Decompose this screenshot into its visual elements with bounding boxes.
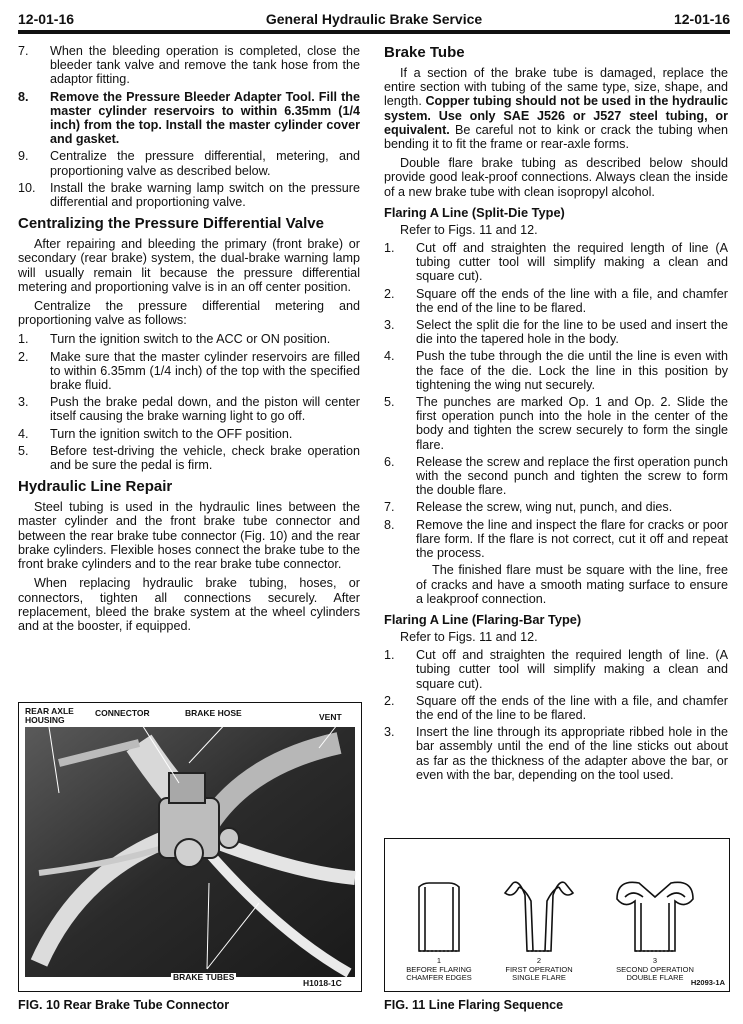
paragraph: The finished flare must be square with the line, free of cracks and have a smooth mating surface to ensure a leakproof connection. bbox=[416, 563, 728, 606]
stage-2-label: 2 FIRST OPERATION SINGLE FLARE bbox=[505, 956, 573, 982]
tube-before-flaring bbox=[419, 883, 459, 951]
list-item: 3. Select the split die for the line to be used and insert the die into the tapered hole in the body. bbox=[384, 318, 728, 347]
brake-connector-photo bbox=[19, 703, 361, 991]
label-connector: CONNECTOR bbox=[95, 708, 150, 718]
heading-split-die: Flaring A Line (Split-Die Type) bbox=[384, 204, 565, 220]
paragraph: Centralize the pressure differential metering and proportioning valve as follows: bbox=[18, 299, 360, 328]
figure-10-photo bbox=[18, 702, 362, 992]
list-item: 5. Before test-driving the vehicle, check brake operation and be sure the pedal is firm. bbox=[18, 443, 360, 473]
right-column bbox=[384, 44, 728, 785]
tube-single-flare bbox=[505, 882, 573, 951]
list-item: 4. Push the tube through the die until the line is even with the face of the die. Lock the line in this position by tightening the wing nut securely. bbox=[384, 349, 728, 392]
list-item: 2. Make sure that the master cylinder reservoirs are filled to within 6.35mm (1/4 inch) of the top with the specified brake fluid. bbox=[18, 349, 360, 393]
list-item: 9. Centralize the pressure differential, metering, and proportioning valve as described below. bbox=[18, 149, 360, 178]
figure-11-caption: FIG. 11 Line Flaring Sequence bbox=[384, 998, 564, 1012]
list-item: 1. Cut off and straighten the required length of line. (A tubing cutter tool will simplify making a clean and square cut). bbox=[384, 648, 728, 691]
list-item: 10. Install the brake warning lamp switch on the pressure differential and proportioning valve. bbox=[18, 180, 360, 210]
list-item: 1. Turn the ignition switch to the ACC or ON position. bbox=[18, 332, 331, 347]
figure-reference: Refer to Figs. 11 and 12. bbox=[400, 222, 538, 237]
label-brake-tubes: BRAKE TUBES bbox=[173, 972, 235, 982]
stage-3-label: 3 SECOND OPERATION DOUBLE FLARE bbox=[616, 956, 694, 982]
list-item: 7. When the bleeding operation is completed, close the bleeder tank valve and remove the tank hose from the adaptor fitting. bbox=[18, 44, 360, 87]
heading-centralizing: Centralizing the Pressure Differential Valve bbox=[18, 215, 324, 233]
paragraph: When replacing hydraulic brake tubing, hoses, or connectors, tighten all connections securely. After replacement, bleed the brake system at the wheel cylinders and at the booster, if equipped. bbox=[18, 576, 360, 633]
section-title: General Hydraulic Brake Service bbox=[265, 11, 483, 27]
list-item: 3. Push the brake pedal down, and the piston will center itself causing the brake warning light to go off. bbox=[18, 395, 360, 424]
list-item: 1. Cut off and straighten the required length of line (A tubing cutter tool will simplify making a clean and square cut). bbox=[384, 241, 728, 284]
tube-double-flare bbox=[617, 882, 693, 951]
list-item: 4. Turn the ignition switch to the OFF position. bbox=[18, 426, 293, 441]
label-brake-hose: BRAKE HOSE bbox=[185, 708, 242, 718]
label-vent: VENT bbox=[319, 712, 342, 722]
figure-code: H2093-1A bbox=[690, 978, 725, 987]
paragraph: Steel tubing is used in the hydraulic lines between the master cylinder and the front brake tube connector and between the rear brake tube connector (Fig. 10) and the rear brake cylinders. Flexible hoses connect the brake tube to the front brake cylinders and to the rear brake tube connector. bbox=[18, 500, 360, 572]
list-item: 6. Release the screw and replace the first operation punch with the second punch and tighten the screw to form the double flare. bbox=[384, 454, 728, 498]
figure-10-caption: FIG. 10 Rear Brake Tube Connector bbox=[18, 998, 230, 1012]
page-number-left: 12-01-16 bbox=[18, 11, 75, 27]
list-item: 7. Release the screw, wing nut, punch, and dies. bbox=[384, 500, 673, 515]
paragraph: After repairing and bleeding the primary (front brake) or secondary (rear brake) system, the dual-brake warning lamp will usually remain lit because the pressure differential metering and proportioning valve is in an off center position. bbox=[18, 237, 360, 294]
page-number-right: 12-01-16 bbox=[673, 11, 730, 27]
paragraph: If a section of the brake tube is damaged, replace the entire section with tubing of the same type, size, shape, and length. Copper tubing should not be used in the hydraulic system. Use only SAE J526 or J527 steel tubing, or equivalent. Be careful not to kink or crack the tubing when bending it to fit the frame or rear-axle forms. bbox=[384, 66, 728, 152]
list-item: 5. The punches are marked Op. 1 and Op. 2. Slide the first operation punch into the hole in the center of the body and tighten the screw securely to form the single flare. bbox=[384, 395, 728, 452]
left-column bbox=[18, 44, 360, 638]
stage-1-label: 1 BEFORE FLARING CHAMFER EDGES bbox=[406, 956, 472, 982]
list-item: 8. Remove the Pressure Bleeder Adapter Tool. Fill the master cylinder reservoirs to within 6.35mm (1/4 inch) from the top. Install the master cylinder cover and gasket. bbox=[18, 89, 360, 147]
heading-flaring-bar: Flaring A Line (Flaring-Bar Type) bbox=[384, 611, 582, 627]
figure-code: H1018-1C bbox=[303, 978, 342, 988]
page-header bbox=[18, 8, 730, 34]
label-rear-axle-housing: REAR AXLE HOUSING bbox=[25, 706, 74, 725]
list-item: 8. Remove the line and inspect the flare for cracks or poor flare form. If the flare is not correct, cut it off and repeat the process. bbox=[384, 517, 728, 561]
list-item: 2. Square off the ends of the line with a file, and chamfer the end of the line to be flared. bbox=[384, 286, 728, 315]
list-item: 3. Insert the line through its appropriate ribbed hole in the bar assembly until the end of the line sticks out about as far as the thickness of the adapter above the bar, or even with the bar, depending on the tool used. bbox=[384, 725, 728, 782]
heading-brake-tube: Brake Tube bbox=[384, 44, 465, 61]
list-item: 2. Square off the ends of the line with a file, and chamfer the end of the line to be flared. bbox=[384, 693, 728, 722]
paragraph: Double flare brake tubing as described below should provide good leak-proof connections. Always clean the inside of a new brake tube with clean isopropyl alcohol. bbox=[384, 156, 728, 199]
heading-hydraulic-line-repair: Hydraulic Line Repair bbox=[18, 478, 173, 496]
figure-reference: Refer to Figs. 11 and 12. bbox=[400, 629, 538, 644]
figure-11-diagram bbox=[384, 838, 730, 992]
